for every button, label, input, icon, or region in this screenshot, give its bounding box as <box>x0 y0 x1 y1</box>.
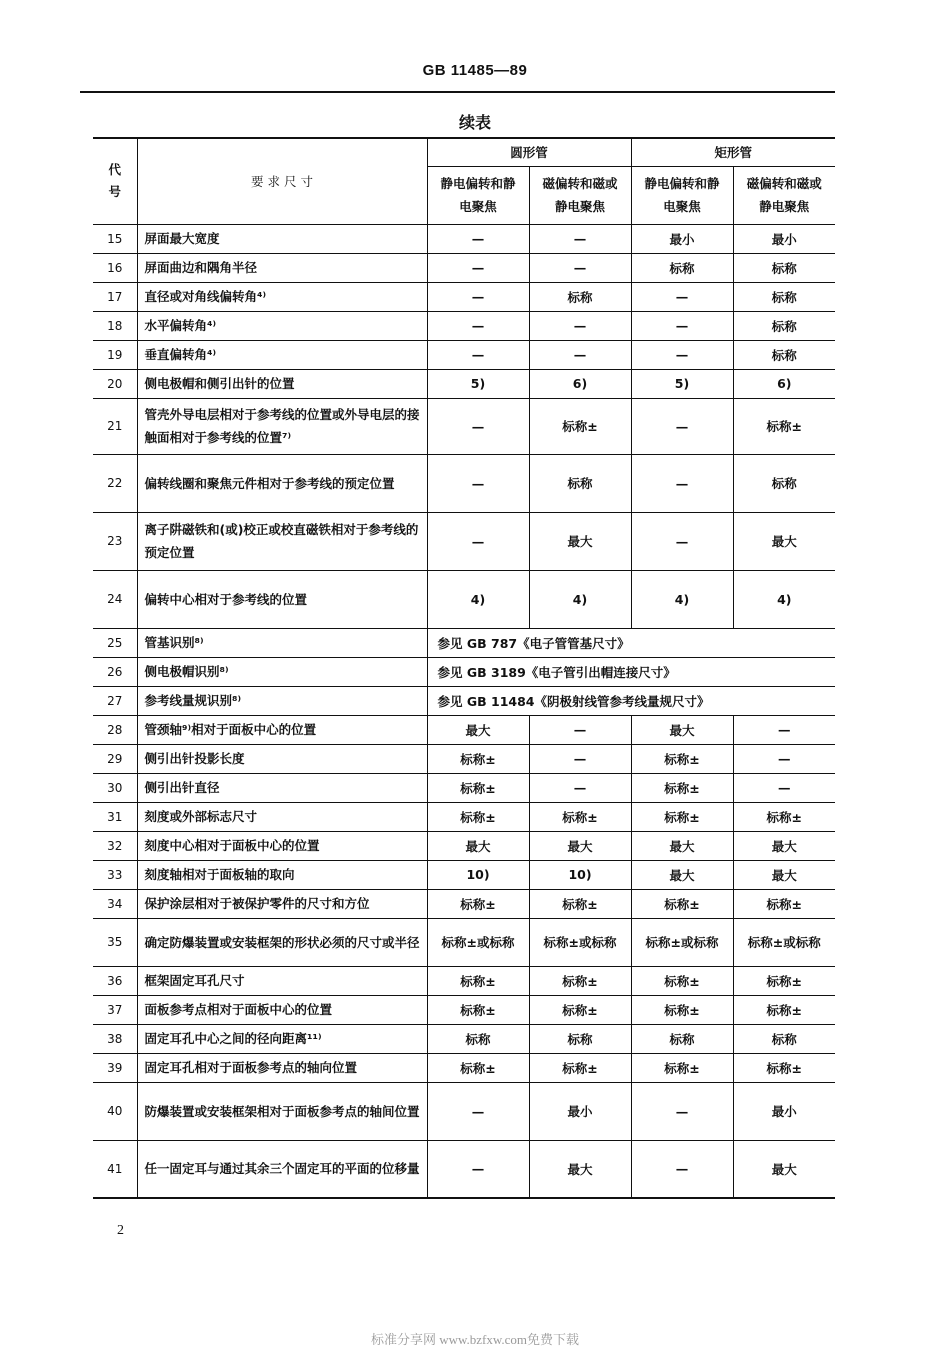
header-requirement: 要 求 尺 寸 <box>137 138 427 224</box>
row-value-2: — <box>529 744 631 773</box>
header-rule <box>80 91 835 93</box>
row-value-2: 最大 <box>529 512 631 570</box>
row-value-4: 最大 <box>733 860 835 889</box>
row-value-1: 标称± <box>427 1053 529 1082</box>
row-value-2: 6) <box>529 369 631 398</box>
row-code: 15 <box>93 224 137 253</box>
row-value-4: — <box>733 773 835 802</box>
row-value-3: 最小 <box>631 224 733 253</box>
row-value-2: 最大 <box>529 831 631 860</box>
table-row <box>93 512 835 570</box>
row-code: 25 <box>93 628 137 657</box>
row-code: 30 <box>93 773 137 802</box>
row-requirement: 保护涂层相对于被保护零件的尺寸和方位 <box>137 889 427 918</box>
row-code: 26 <box>93 657 137 686</box>
row-value-3: — <box>631 340 733 369</box>
row-value-3: — <box>631 398 733 454</box>
row-value-4: 标称± <box>733 966 835 995</box>
row-value-4: 标称± <box>733 398 835 454</box>
header-rect-tube: 矩形管 <box>631 138 835 166</box>
row-value-1: — <box>427 253 529 282</box>
row-requirement: 面板参考点相对于面板中心的位置 <box>137 995 427 1024</box>
watermark: 标准分享网 www.bzfxw.com免费下载 <box>370 1332 580 1347</box>
row-value-2: 4) <box>529 570 631 628</box>
row-value-4: 标称 <box>733 454 835 512</box>
table-row <box>93 889 835 918</box>
row-value-1: 标称± <box>427 802 529 831</box>
row-requirement: 固定耳孔相对于面板参考点的轴向位置 <box>137 1053 427 1082</box>
row-value-3: 最大 <box>631 831 733 860</box>
row-value-2: — <box>529 773 631 802</box>
table-row <box>93 398 835 454</box>
table-row <box>93 253 835 282</box>
row-value-3: 最大 <box>631 860 733 889</box>
row-code: 41 <box>93 1140 137 1198</box>
table-row <box>93 686 835 715</box>
row-requirement: 侧引出针直径 <box>137 773 427 802</box>
row-value-4: — <box>733 744 835 773</box>
row-code: 24 <box>93 570 137 628</box>
row-value-1: — <box>427 1140 529 1198</box>
row-requirement: 离子阱磁铁和(或)校正或校直磁铁相对于参考线的预定位置 <box>137 512 427 570</box>
row-value-2: 标称 <box>529 282 631 311</box>
table-row <box>93 966 835 995</box>
table-row <box>93 282 835 311</box>
table-row <box>93 715 835 744</box>
table-row <box>93 1024 835 1053</box>
row-value-1: — <box>427 224 529 253</box>
row-value-2: 10) <box>529 860 631 889</box>
row-requirement: 刻度中心相对于面板中心的位置 <box>137 831 427 860</box>
row-code: 36 <box>93 966 137 995</box>
row-value-1: 标称±或标称 <box>427 918 529 966</box>
row-value-4: 标称 <box>733 340 835 369</box>
row-value-1: 4) <box>427 570 529 628</box>
row-value-1: — <box>427 340 529 369</box>
row-code: 22 <box>93 454 137 512</box>
header-sub-magnetic-round: 磁偏转和磁或静电聚焦 <box>529 166 631 224</box>
table-row <box>93 918 835 966</box>
row-value-4: 最大 <box>733 512 835 570</box>
row-value-1: — <box>427 1082 529 1140</box>
row-code: 19 <box>93 340 137 369</box>
standard-code-header: GB 11485—89 <box>422 62 528 79</box>
row-code: 39 <box>93 1053 137 1082</box>
table-row <box>93 995 835 1024</box>
table-row <box>93 773 835 802</box>
row-value-4: 标称± <box>733 995 835 1024</box>
row-requirement: 屏面曲边和隅角半径 <box>137 253 427 282</box>
row-requirement: 管壳外导电层相对于参考线的位置或外导电层的接触面相对于参考线的位置⁷⁾ <box>137 398 427 454</box>
row-code: 27 <box>93 686 137 715</box>
row-requirement: 垂直偏转角⁴⁾ <box>137 340 427 369</box>
row-value-4: 最小 <box>733 1082 835 1140</box>
row-value-2: — <box>529 253 631 282</box>
row-value-2: — <box>529 715 631 744</box>
row-value-1: 标称± <box>427 889 529 918</box>
row-value-2: 标称 <box>529 454 631 512</box>
row-code: 31 <box>93 802 137 831</box>
row-value-4: 标称 <box>733 253 835 282</box>
table-row <box>93 369 835 398</box>
row-value-1: — <box>427 454 529 512</box>
row-requirement: 刻度或外部标志尺寸 <box>137 802 427 831</box>
row-value-4: 标称± <box>733 802 835 831</box>
row-value-2: — <box>529 311 631 340</box>
row-value-3: — <box>631 1082 733 1140</box>
row-value-1: 标称± <box>427 773 529 802</box>
row-requirement: 侧引出针投影长度 <box>137 744 427 773</box>
row-requirement: 偏转中心相对于参考线的位置 <box>137 570 427 628</box>
row-requirement: 任一固定耳与通过其余三个固定耳的平面的位移量 <box>137 1140 427 1198</box>
row-code: 40 <box>93 1082 137 1140</box>
header-sub-electrostatic-round: 静电偏转和静电聚焦 <box>427 166 529 224</box>
dimensions-table <box>93 137 835 1199</box>
row-value-2: 最大 <box>529 1140 631 1198</box>
table-row <box>93 224 835 253</box>
row-reference: 参见 GB 787《电子管管基尺寸》 <box>427 628 835 657</box>
row-code: 20 <box>93 369 137 398</box>
table-row <box>93 454 835 512</box>
row-requirement: 参考线量规识别⁸⁾ <box>137 686 427 715</box>
row-code: 33 <box>93 860 137 889</box>
row-value-2: 标称± <box>529 398 631 454</box>
row-code: 28 <box>93 715 137 744</box>
row-value-2: 标称 <box>529 1024 631 1053</box>
row-value-3: 标称± <box>631 966 733 995</box>
row-value-1: — <box>427 398 529 454</box>
row-value-1: 5) <box>427 369 529 398</box>
row-code: 18 <box>93 311 137 340</box>
header-sub-electrostatic-rect: 静电偏转和静电聚焦 <box>631 166 733 224</box>
row-value-4: 最大 <box>733 831 835 860</box>
row-value-3: 5) <box>631 369 733 398</box>
row-value-3: 4) <box>631 570 733 628</box>
header-round-tube: 圆形管 <box>427 138 631 166</box>
row-value-2: — <box>529 340 631 369</box>
row-value-3: 标称± <box>631 1053 733 1082</box>
row-value-3: 标称± <box>631 889 733 918</box>
row-value-3: 标称 <box>631 253 733 282</box>
row-requirement: 水平偏转角⁴⁾ <box>137 311 427 340</box>
row-value-3: — <box>631 1140 733 1198</box>
row-value-2: 最小 <box>529 1082 631 1140</box>
table-row <box>93 1053 835 1082</box>
header-sub-magnetic-rect: 磁偏转和磁或静电聚焦 <box>733 166 835 224</box>
row-value-2: 标称± <box>529 802 631 831</box>
row-value-3: 标称± <box>631 773 733 802</box>
row-value-3: — <box>631 512 733 570</box>
row-value-3: — <box>631 311 733 340</box>
table-row <box>93 628 835 657</box>
row-requirement: 防爆装置或安装框架相对于面板参考点的轴间位置 <box>137 1082 427 1140</box>
table-row <box>93 311 835 340</box>
table-row <box>93 802 835 831</box>
row-code: 35 <box>93 918 137 966</box>
row-code: 34 <box>93 889 137 918</box>
row-value-3: 标称± <box>631 802 733 831</box>
row-code: 38 <box>93 1024 137 1053</box>
row-value-2: 标称±或标称 <box>529 918 631 966</box>
row-value-1: 最大 <box>427 831 529 860</box>
row-value-3: 标称± <box>631 744 733 773</box>
row-reference: 参见 GB 11484《阴极射线管参考线量规尺寸》 <box>427 686 835 715</box>
row-code: 21 <box>93 398 137 454</box>
row-value-3: — <box>631 282 733 311</box>
row-value-4: 最小 <box>733 224 835 253</box>
table-row <box>93 340 835 369</box>
row-value-1: — <box>427 311 529 340</box>
row-value-4: 6) <box>733 369 835 398</box>
row-value-1: 标称± <box>427 995 529 1024</box>
row-requirement: 管颈轴⁹⁾相对于面板中心的位置 <box>137 715 427 744</box>
row-requirement: 固定耳孔中心之间的径向距离¹¹⁾ <box>137 1024 427 1053</box>
row-requirement: 侧电极帽识别⁸⁾ <box>137 657 427 686</box>
row-value-1: 最大 <box>427 715 529 744</box>
row-value-2: 标称± <box>529 966 631 995</box>
row-value-4: 标称 <box>733 282 835 311</box>
row-value-4: 标称±或标称 <box>733 918 835 966</box>
row-requirement: 屏面最大宽度 <box>137 224 427 253</box>
table-row <box>93 570 835 628</box>
table-caption: 续表 <box>458 113 491 132</box>
row-value-4: 最大 <box>733 1140 835 1198</box>
row-value-3: — <box>631 454 733 512</box>
table-row <box>93 1140 835 1198</box>
table-body <box>93 224 835 1198</box>
row-requirement: 确定防爆装置或安装框架的形状必须的尺寸或半径 <box>137 918 427 966</box>
row-value-1: 标称± <box>427 966 529 995</box>
table-row <box>93 657 835 686</box>
row-value-3: 标称 <box>631 1024 733 1053</box>
page-number: 2 <box>117 1223 124 1238</box>
row-code: 37 <box>93 995 137 1024</box>
table-row <box>93 1082 835 1140</box>
row-value-4: 标称± <box>733 889 835 918</box>
table-row <box>93 831 835 860</box>
row-requirement: 刻度轴相对于面板轴的取向 <box>137 860 427 889</box>
row-value-2: 标称± <box>529 1053 631 1082</box>
header-code: 代号 <box>93 138 137 224</box>
row-value-1: 10) <box>427 860 529 889</box>
row-value-1: 标称 <box>427 1024 529 1053</box>
table-row <box>93 860 835 889</box>
row-value-2: 标称± <box>529 995 631 1024</box>
row-value-4: 标称± <box>733 1053 835 1082</box>
row-value-3: 最大 <box>631 715 733 744</box>
row-value-4: 标称 <box>733 311 835 340</box>
row-code: 23 <box>93 512 137 570</box>
row-code: 16 <box>93 253 137 282</box>
row-reference: 参见 GB 3189《电子管引出帽连接尺寸》 <box>427 657 835 686</box>
table-row <box>93 744 835 773</box>
row-code: 32 <box>93 831 137 860</box>
row-requirement: 管基识别⁸⁾ <box>137 628 427 657</box>
row-value-4: — <box>733 715 835 744</box>
row-value-2: — <box>529 224 631 253</box>
row-value-1: — <box>427 282 529 311</box>
row-requirement: 侧电极帽和侧引出针的位置 <box>137 369 427 398</box>
row-requirement: 框架固定耳孔尺寸 <box>137 966 427 995</box>
row-value-3: 标称±或标称 <box>631 918 733 966</box>
row-requirement: 偏转线圈和聚焦元件相对于参考线的预定位置 <box>137 454 427 512</box>
row-value-1: 标称± <box>427 744 529 773</box>
row-value-1: — <box>427 512 529 570</box>
row-value-3: 标称± <box>631 995 733 1024</box>
row-value-2: 标称± <box>529 889 631 918</box>
row-code: 29 <box>93 744 137 773</box>
row-value-4: 标称 <box>733 1024 835 1053</box>
row-value-4: 4) <box>733 570 835 628</box>
row-requirement: 直径或对角线偏转角⁴⁾ <box>137 282 427 311</box>
row-code: 17 <box>93 282 137 311</box>
